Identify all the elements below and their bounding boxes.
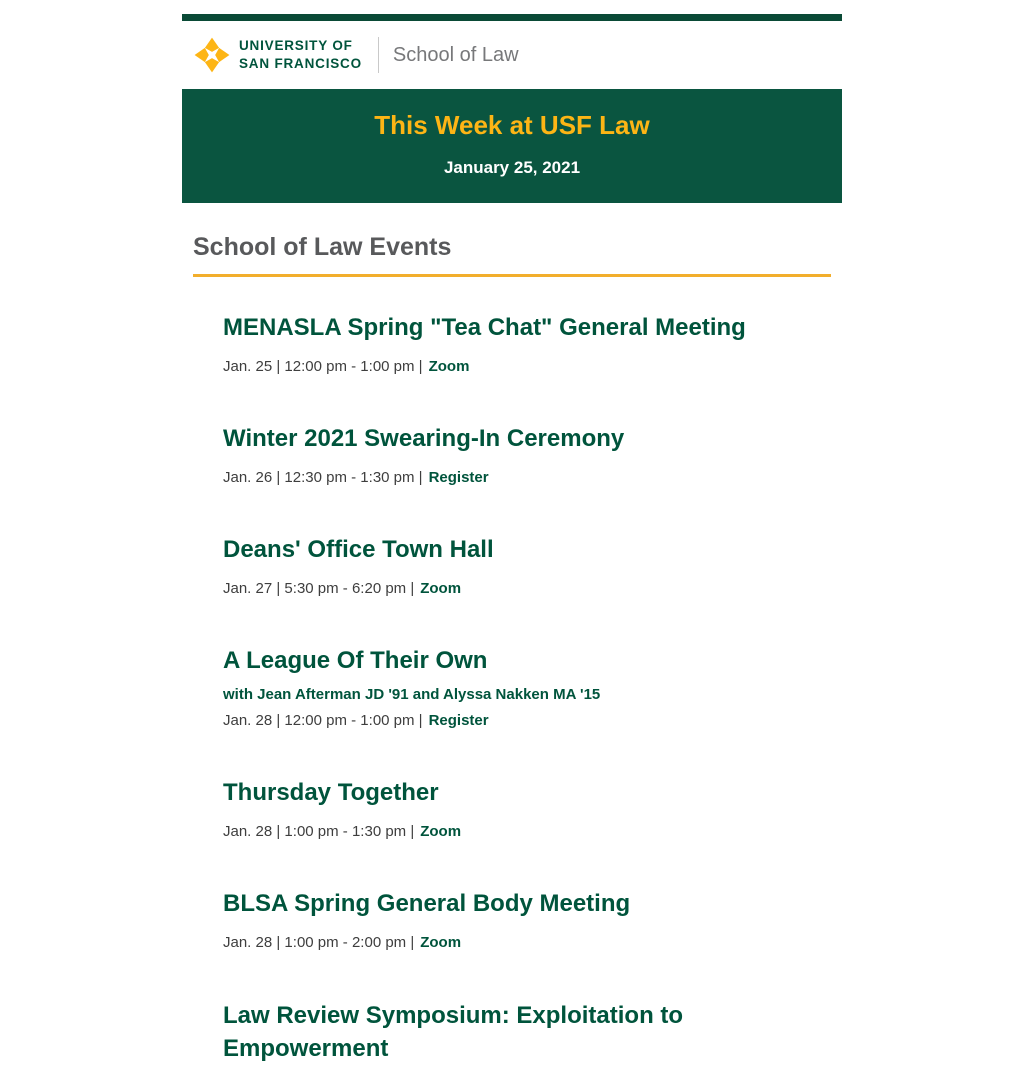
- event-register-link[interactable]: Register: [428, 711, 489, 729]
- events-list: [182, 277, 842, 1078]
- event-zoom-link[interactable]: Zoom: [420, 934, 462, 952]
- event-meta: [223, 579, 814, 599]
- event-title-link[interactable]: Deans' Office Town Hall: [223, 536, 494, 564]
- university-name-line1: UNIVERSITY OF: [239, 38, 353, 54]
- event-datetime: Jan. 28 | 12:00 pm - 1:00 pm |: [223, 711, 423, 729]
- header: [182, 21, 842, 89]
- event-meta: [223, 468, 814, 488]
- school-name: School of Law: [392, 43, 519, 66]
- event-item: [223, 887, 814, 952]
- event-subtitle: with Jean Afterman JD '91 and Alyssa Nakken MA '15: [223, 685, 601, 703]
- header-divider: [378, 37, 379, 73]
- newsletter-body: [182, 14, 842, 1078]
- event-item: [223, 644, 814, 730]
- event-zoom-link[interactable]: Zoom: [428, 357, 470, 375]
- event-item: [223, 776, 814, 841]
- university-name-line2: SAN FRANCISCO: [239, 56, 362, 71]
- event-item: [223, 311, 814, 376]
- event-title-link[interactable]: Thursday Together: [223, 779, 439, 807]
- event-meta: [223, 933, 814, 953]
- top-accent-bar: [182, 14, 842, 21]
- event-meta: [223, 822, 814, 842]
- event-item: [223, 533, 814, 598]
- event-datetime: Jan. 28 | 1:00 pm - 1:30 pm |: [223, 822, 415, 840]
- event-meta: [223, 711, 814, 731]
- usf-compass-icon: [193, 36, 231, 74]
- event-title-link[interactable]: MENASLA Spring "Tea Chat" General Meeting: [223, 314, 746, 341]
- event-item: [223, 999, 814, 1078]
- university-name: [239, 37, 362, 72]
- event-datetime: Jan. 27 | 5:30 pm - 6:20 pm |: [223, 579, 415, 597]
- usf-logo-link[interactable]: [193, 36, 362, 74]
- event-zoom-link[interactable]: Zoom: [420, 822, 462, 840]
- section-heading: School of Law Events: [193, 233, 452, 261]
- event-datetime: Jan. 28 | 1:00 pm - 2:00 pm |: [223, 934, 415, 952]
- event-title-link[interactable]: Law Review Symposium: Exploitation to Empowerment: [223, 1001, 684, 1063]
- event-datetime: Jan. 26 | 12:30 pm - 1:30 pm |: [223, 468, 423, 486]
- banner-date: January 25, 2021: [443, 158, 581, 177]
- event-title-link[interactable]: Winter 2021 Swearing-In Ceremony: [223, 425, 625, 453]
- event-zoom-link[interactable]: Zoom: [420, 579, 462, 597]
- event-item: [223, 422, 814, 487]
- newsletter-banner: [182, 89, 842, 203]
- event-title-link[interactable]: BLSA Spring General Body Meeting: [223, 890, 631, 918]
- event-register-link[interactable]: Register: [428, 468, 489, 486]
- event-datetime: Jan. 25 | 12:00 pm - 1:00 pm |: [223, 357, 423, 375]
- banner-title: This Week at USF Law: [374, 110, 650, 140]
- event-meta: [223, 357, 814, 377]
- event-title-link[interactable]: A League Of Their Own: [223, 647, 488, 675]
